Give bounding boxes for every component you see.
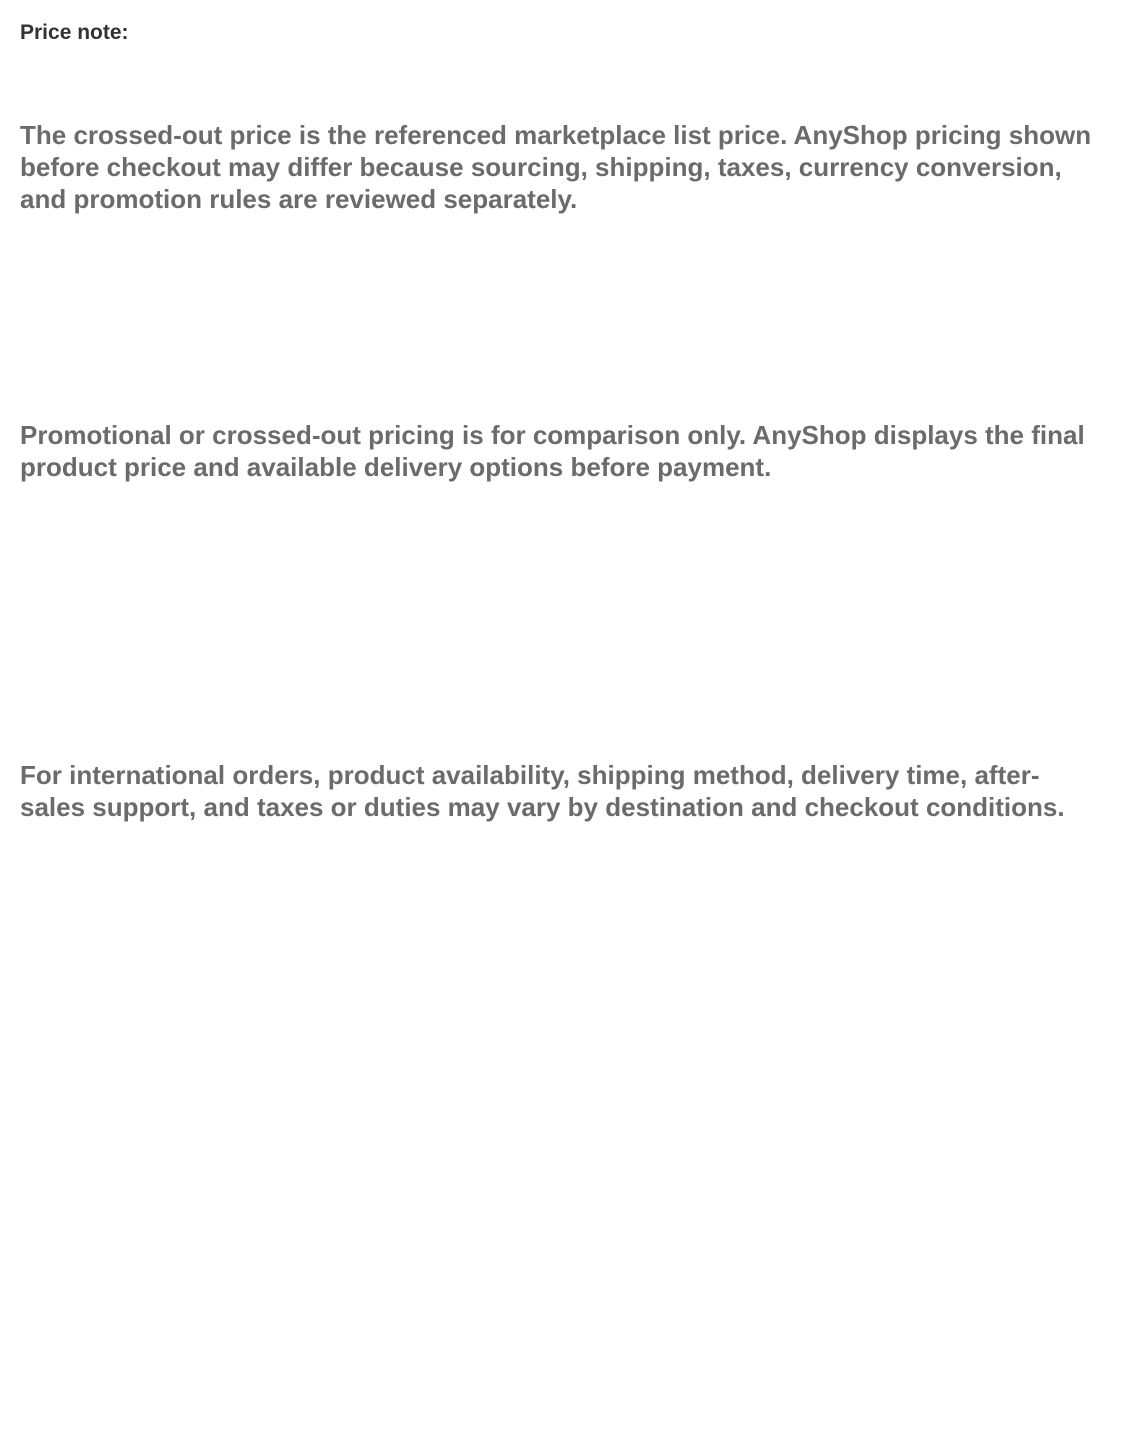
price-note-heading: Price note:	[20, 21, 129, 44]
price-note-paragraph-international: For international orders, product availability, shipping method, delivery time, after-sales support, and taxes or duties may vary by destination and checkout conditions.	[20, 760, 1065, 822]
price-note-paragraph-list-price: The crossed-out price is the referenced marketplace list price. AnyShop pricing shown before checkout may differ because sourcing, shipping, taxes, currency conversion, and promotion rules are reviewed separately.	[20, 120, 1092, 214]
price-note-paragraph-promotional: Promotional or crossed-out pricing is for comparison only. AnyShop displays the final product price and available delivery options before payment.	[20, 420, 1085, 482]
